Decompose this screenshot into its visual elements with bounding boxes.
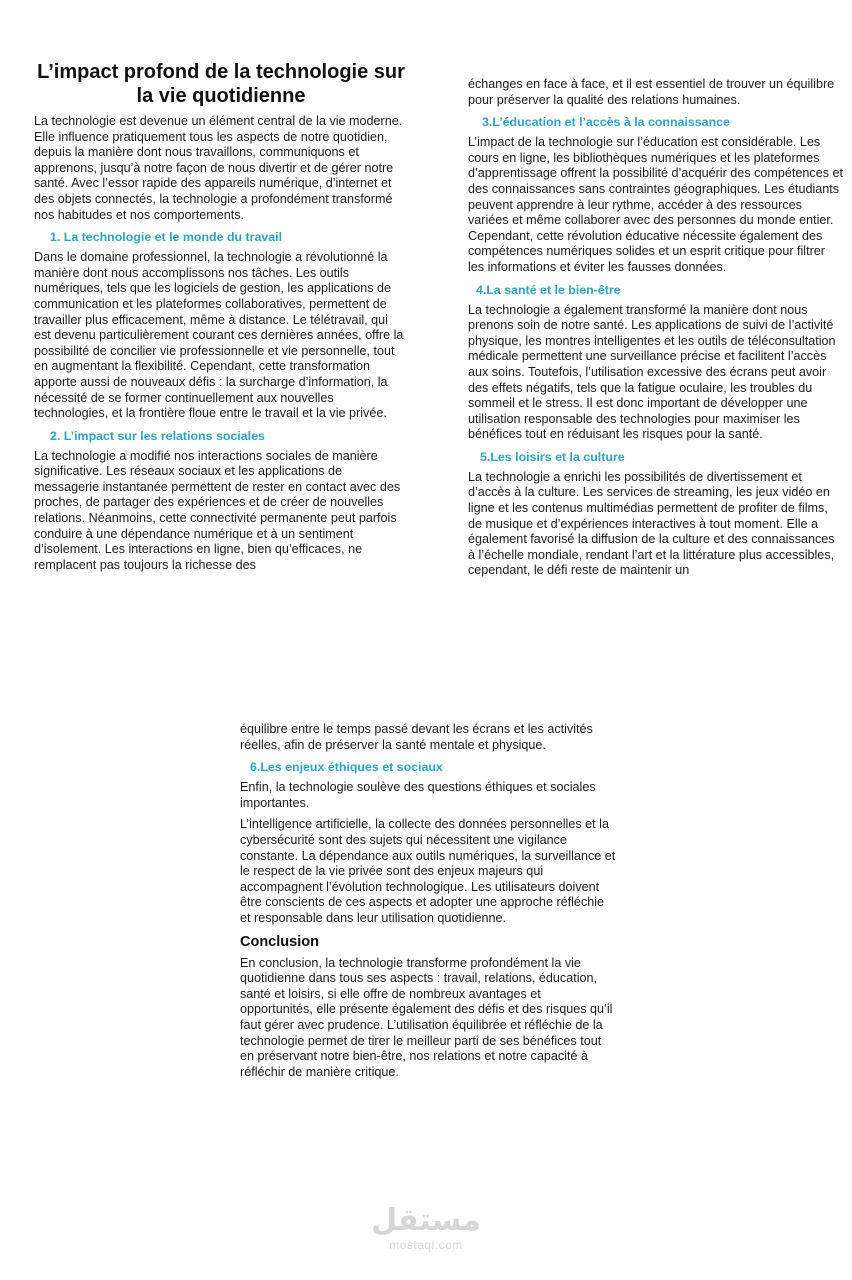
conclusion-text: En conclusion, la technologie transforme profondément la vie quotidienne dans tous ses aspects : travail, relations, éducation, santé et loisirs, si elle offre de nombreux avantages et opportunités, elle présente également des défis et des risques qu’il faut gérer avec prudence. L’utilisation équilibrée et réfléchie de la technologie permet de tirer le meilleur parti de ses bénéfices tout en préservant notre bien-être, nos relations et notre capacité à réfléchir de manière critique. xyxy=(240,955,613,1079)
section-heading-health: 4.La santé et le bien-être xyxy=(476,282,621,297)
right-column xyxy=(468,77,844,579)
section-heading-leisure: 5.Les loisirs et la culture xyxy=(480,449,625,464)
section-text-social: La technologie a modifié nos interactions sociales de manière significative. Les réseaux sociaux et les applications de messagerie instantanée permettent de rester en contact avec des proches, de partager des expériences et de créer de nouvelles relations. Néanmoins, cette connectivité permanente peut parfois conduire à une dépendance numérique et à un sentiment d’isolement. Les interactions en ligne, bien qu’efficaces, ne remplacent pas toujours la richesse des xyxy=(34,448,401,572)
page-title: L’impact profond de la technologie sur la vie quotidienne xyxy=(37,61,405,107)
section-heading-social: 2. L’impact sur les relations sociales xyxy=(50,428,265,443)
section-text-work: Dans le domaine professionnel, la technologie a révolutionné la manière dont nous accomplissons nos tâches. Les outils numériques, tels que les logiciels de gestion, les applications de communication et les plateformes collaboratives, permettent de travailler plus efficacement, même à distance. Le télétravail, qui est devenu particulièrement courant ces dernières années, offre la possibilité de concilier vie professionnelle et vie personnelle, tout en augmentant la flexibilité. Cependant, cette transformation apporte aussi de nouveaux défis : la surcharge d’information, la nécessité de se former continuellement aux nouvelles technologies, et la frontière floue entre le travail et la vie privée. xyxy=(34,250,404,421)
section-text-leisure: La technologie a enrichi les possibilités de divertissement et d’accès à la culture. Les services de streaming, les jeux vidéo en ligne et les contenus multimédias permettent de profiter de films, de musique et d’expériences interactives à tout moment. Elle a également favorisé la diffusion de la culture et des connaissances à l’échelle mondiale, rendant l’art et la littérature plus accessibles, cependant, le défi reste de maintenir un xyxy=(468,469,835,578)
section-text-leisure-continued: équilibre entre le temps passé devant les écrans et les activités réelles, afin de préserver la santé mentale et physique. xyxy=(240,722,593,752)
section-text-education: L’impact de la technologie sur l’éducation est considérable. Les cours en ligne, les bibliothèques numériques et les plateformes d’apprentissage offrent la possibilité d’acquérir des compétences et des connaissances sans contraintes géographiques. Les étudiants peuvent apprendre à leur rythme, accéder à des ressources variées et même collaborer avec des personnes du monde entier. Cependant, cette révolution éducative nécessite également des compétences numériques solides et un esprit critique pour filtrer les informations et éviter les fausses données. xyxy=(468,135,844,274)
section-text-ethics: L’intelligence artificielle, la collecte des données personnelles et la cybersécurité sont des sujets qui nécessitent une vigilance constante. La dépendance aux outils numériques, la surveillance et le respect de la vie privée sont des enjeux majeurs qui accompagnent l’évolution technologique. Les utilisateurs doivent être conscients de ces aspects et adopter une approche réfléchie et responsable dans leur utilisation quotidienne. xyxy=(240,817,616,925)
conclusion-heading: Conclusion xyxy=(240,933,319,950)
second-page-column xyxy=(240,722,616,1080)
left-column xyxy=(34,60,408,573)
section-heading-ethics: 6.Les enjeux éthiques et sociaux xyxy=(250,760,443,775)
section-text-health: La technologie a également transformé la manière dont nous prenons soin de notre santé. Les applications de suivi de l’activité physique, les montres intelligentes et les outils de téléconsultation médicale permettent une surveillance précise et facilitent l’accès aux soins. Toutefois, l’utilisation excessive des écrans peut avoir des effets négatifs, tels que la fatigue oculaire, les troubles du sommeil et le stress. Il est donc important de développer une utilisation responsable des technologies pour maximiser les bénéfices tout en réduisant les risques pour la santé. xyxy=(468,302,836,442)
section-heading-education: 3.L’éducation et l’accès à la connaissance xyxy=(482,115,730,130)
section-text-social-continued: échanges en face à face, et il est essentiel de trouver un équilibre pour préserver la qualité des relations humaines. xyxy=(468,77,835,107)
watermark-url: mostaql.com xyxy=(389,1238,463,1252)
section-text-ethics-intro: Enfin, la technologie soulève des questions éthiques et sociales importantes. xyxy=(240,780,596,810)
watermark-logo: مستقل xyxy=(371,1203,481,1238)
section-heading-work: 1. La technologie et le monde du travail xyxy=(50,230,283,245)
intro-paragraph: La technologie est devenue un élément central de la vie moderne. Elle influence pratiquement tous les aspects de notre quotidien, depuis la manière dont nous travaillons, communiquons et apprenons, jusqu’à notre façon de nous divertir et de gérer notre santé. Avec l’essor rapide des appareils numérique, d’internet et des objets connectés, la technologie a profondément transformé nos habitudes et nos comportements. xyxy=(34,114,403,222)
watermark xyxy=(368,1204,484,1252)
